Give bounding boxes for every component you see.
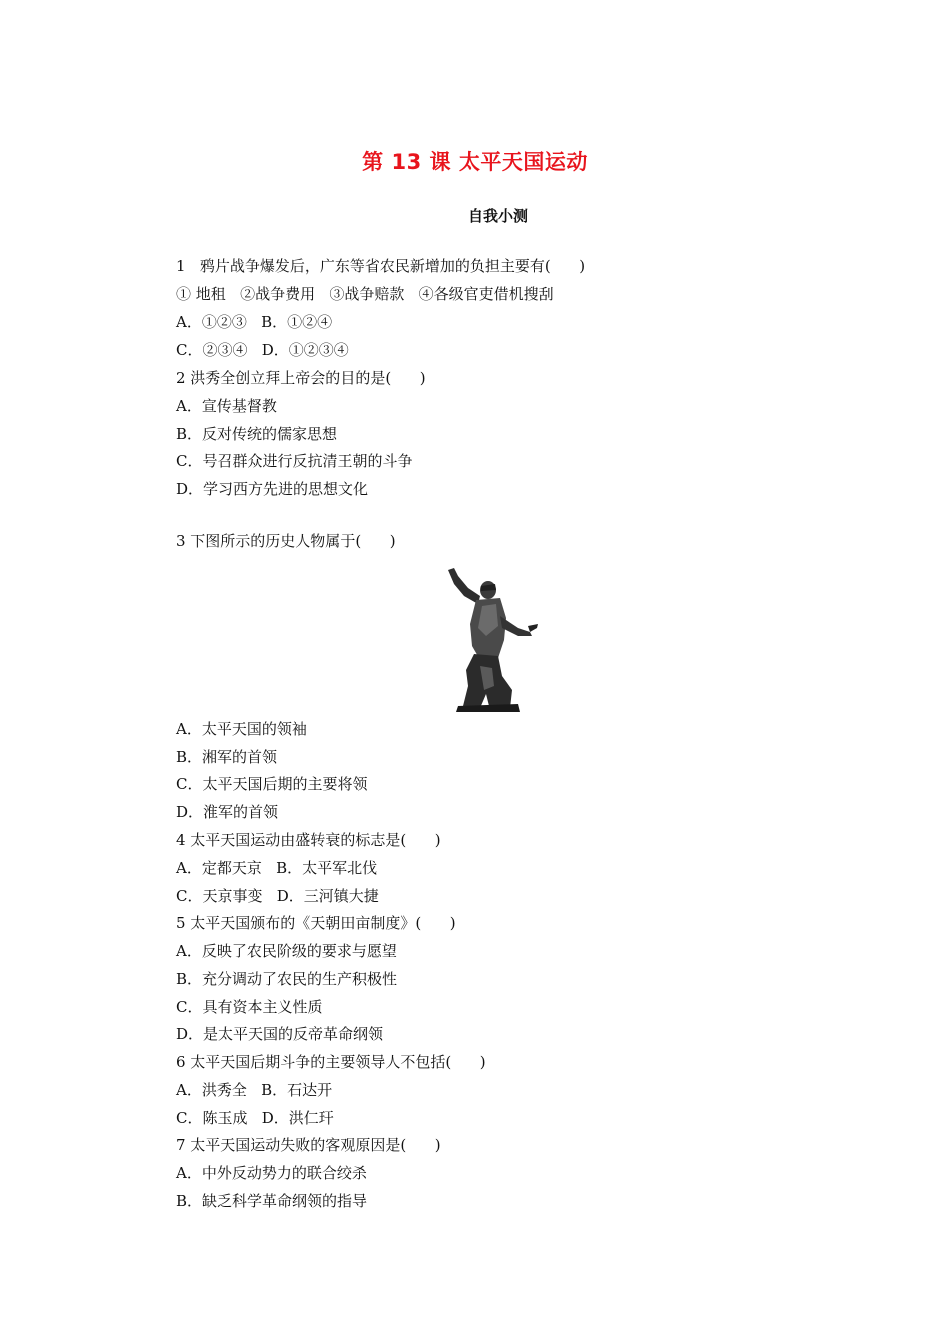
question-3-option-b: B．湘军的首领	[176, 748, 278, 766]
question-2-option-c: C．号召群众进行反抗清王朝的斗争	[176, 452, 413, 470]
question-6-options-ab: A．洪秀全 B．石达开	[176, 1081, 333, 1099]
section-heading: 自我小测	[467, 207, 528, 225]
question-6-stem: 6 太平天国后期斗争的主要领导人不包括( )	[176, 1053, 486, 1071]
question-1-options-cd: C．②③④ D．①②③④	[176, 341, 349, 359]
question-3-option-d: D．淮军的首领	[176, 803, 279, 821]
question-1-stem: 1 鸦片战争爆发后，广东等省农民新增加的负担主要有( )	[176, 257, 586, 275]
question-7-stem: 7 太平天国运动失败的客观原因是( )	[176, 1136, 441, 1154]
question-3-option-c: C．太平天国后期的主要将领	[176, 775, 368, 793]
page-title: 第 13 课 太平天国运动	[362, 150, 588, 174]
question-1-items: ① 地租 ②战争费用 ③战争赔款 ④各级官吏借机搜刮	[176, 285, 554, 303]
question-7-option-a: A．中外反动势力的联合绞杀	[176, 1164, 367, 1182]
question-6-options-cd: C．陈玉成 D．洪仁玕	[176, 1109, 334, 1127]
question-2-option-a: A．宣传基督教	[176, 397, 277, 415]
question-1-options-ab: A．①②③ B．①②④	[176, 313, 333, 331]
question-2-stem: 2 洪秀全创立拜上帝会的目的是( )	[176, 369, 426, 387]
question-4-options-ab: A．定都天京 B．太平军北伐	[176, 859, 378, 877]
question-2-option-b: B．反对传统的儒家思想	[176, 425, 338, 443]
question-3-option-a: A．太平天国的领袖	[176, 720, 307, 738]
question-5-option-d: D．是太平天国的反帝革命纲领	[176, 1025, 384, 1043]
question-2-option-d: D．学习西方先进的思想文化	[176, 480, 369, 498]
question-5-stem: 5 太平天国颁布的《天朝田亩制度》( )	[176, 914, 456, 932]
statue-image	[440, 566, 540, 712]
question-5-option-b: B．充分调动了农民的生产积极性	[176, 970, 398, 988]
question-4-stem: 4 太平天国运动由盛转衰的标志是( )	[176, 831, 441, 849]
question-5-option-c: C．具有资本主义性质	[176, 998, 323, 1016]
question-7-option-b: B．缺乏科学革命纲领的指导	[176, 1192, 368, 1210]
question-3-stem: 3 下图所示的历史人物属于( )	[176, 532, 396, 550]
question-4-options-cd: C．天京事变 D．三河镇大捷	[176, 887, 379, 905]
question-5-option-a: A．反映了农民阶级的要求与愿望	[176, 942, 397, 960]
